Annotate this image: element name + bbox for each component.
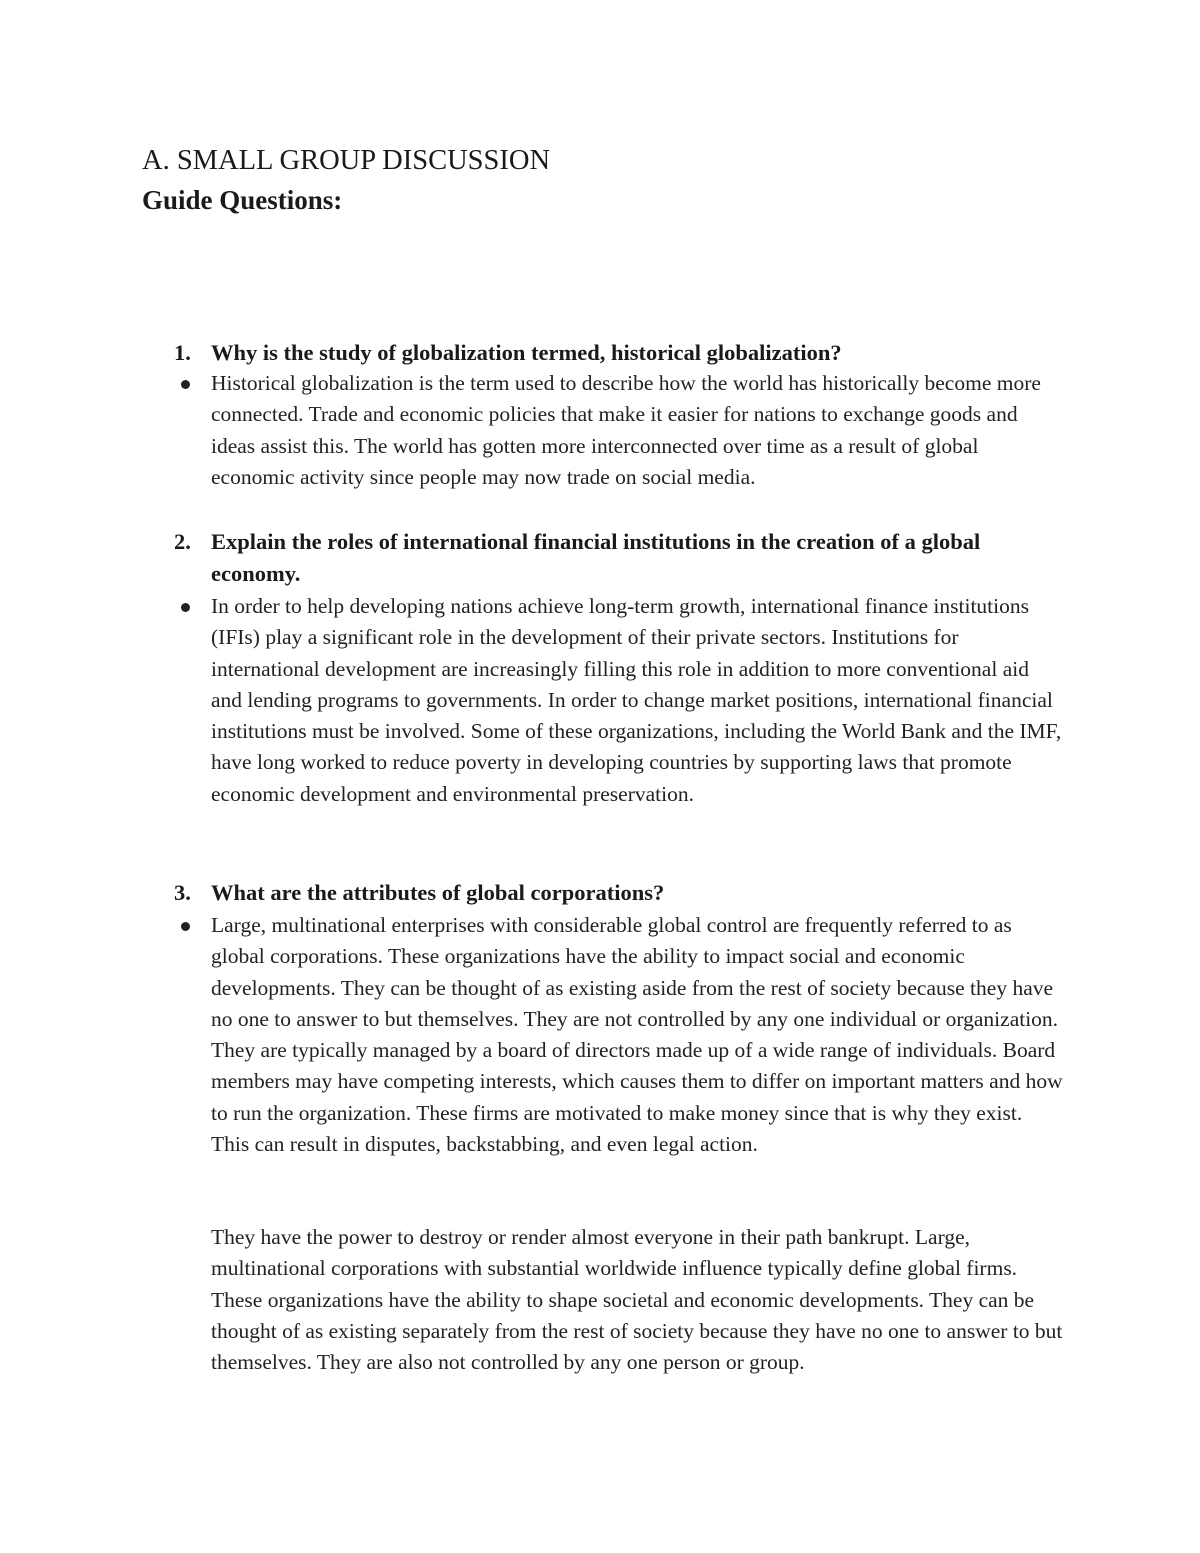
answer-text: Large, multinational enterprises with considerable global control are frequently referred to as global corporations. These organizations have the ability to impact social and economic developments. They can be thought of as existing aside from the rest of society because they have no one to answer to but themselves. They are not controlled by any one individual or organization. They are typically managed by a board of directors made up of a wide range of individuals. Board members may have competing interests, which causes them to differ on important matters and how to run the organization. These firms are motivated to make money since that is why they exist. This can result in disputes, backstabbing, and even legal action. [211,913,1063,1157]
bullet-icon [181,922,190,931]
answer-3 [174,910,1064,1160]
section-title: A. SMALL GROUP DISCUSSION [142,145,551,176]
question-text: Explain the roles of international financial institutions in the creation of a global economy. [211,529,981,586]
answer-2 [174,591,1064,810]
question-text: What are the attributes of global corporations? [211,880,665,905]
question-2 [174,526,1054,589]
question-3 [174,877,1054,909]
answer-1 [174,368,1064,493]
guide-questions-heading: Guide Questions: [142,185,343,215]
question-1 [174,337,1054,369]
question-number: 3. [174,880,191,905]
answer-text: In order to help developing nations achieve long-term growth, international finance institutions (IFIs) play a significant role in the development of their private sectors. Institutions for international development are increasingly filling this role in addition to more conventional aid and lending programs to governments. In order to change market positions, international financial institutions must be involved. Some of these organizations, including the World Bank and the IMF, have long worked to reduce poverty in developing countries by supporting laws that promote economic development and environmental preservation. [211,594,1062,806]
bullet-icon [181,603,190,612]
bullet-icon [181,380,190,389]
question-text: Why is the study of globalization termed, historical globalization? [211,340,842,365]
question-number: 2. [174,529,191,554]
answer-3-extra-paragraph: They have the power to destroy or render almost everyone in their path bankrupt. Large, multinational corporations with substantial worldwide influence typically define global firms. These organizations have the ability to shape societal and economic developments. They can be thought of as existing separately from the rest of society because they have no one to answer to but themselves. They are also not controlled by any one person or group. [211,1225,1063,1375]
answer-text: Historical globalization is the term used to describe how the world has historically become more connected. Trade and economic policies that make it easier for nations to exchange goods and ideas assist this. The world has gotten more interconnected over time as a result of global economic activity since people may now trade on social media. [211,371,1041,489]
question-number: 1. [174,340,191,365]
